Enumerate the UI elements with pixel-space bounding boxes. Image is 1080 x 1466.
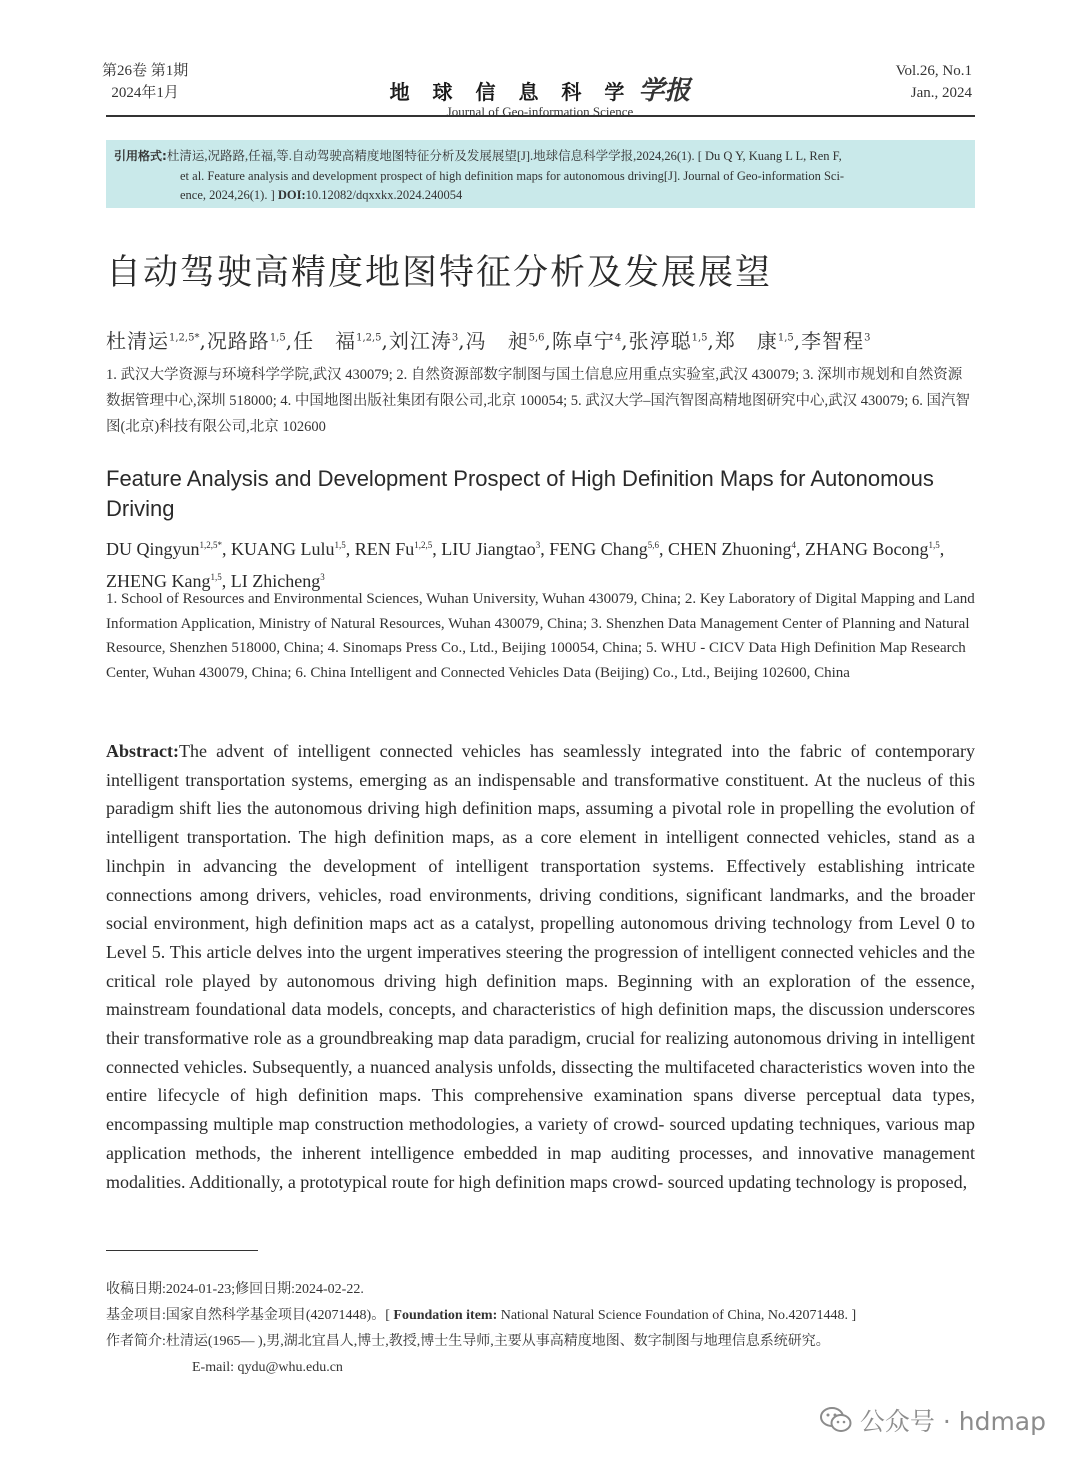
author-affiliation-mark: 1,2,5* (169, 332, 200, 343)
author-cn (106, 329, 199, 353)
author-cn (207, 329, 286, 353)
funding-en: National Natural Science Foundation of China, No.42071448. ] (500, 1308, 857, 1323)
author-en (355, 539, 433, 559)
paper-title-cn: 自动驾驶高精度地图特征分析及发展展望 (106, 253, 773, 293)
author-cn (466, 329, 545, 353)
journal-title-cn (390, 70, 691, 107)
author-cn (715, 329, 794, 353)
author-affiliation-mark: 1,5 (691, 332, 708, 343)
author-affiliation-mark: 5,6 (647, 540, 659, 550)
author-affiliation-mark: 1,2,5* (199, 540, 222, 550)
author-affiliation-mark: 1,2,5 (356, 332, 382, 343)
citation-line-1 (114, 147, 967, 167)
author-en (549, 539, 659, 559)
received-dates: 收稿日期:2024-01-23;修回日期:2024-02-22. (106, 1282, 364, 1297)
abstract (106, 737, 975, 1196)
author-name: 冯 昶 (465, 328, 529, 353)
author-en (668, 539, 796, 559)
author-name: 况路路 (206, 328, 270, 353)
author-name: LIU Jiangtao (441, 539, 536, 559)
doi-label: DOI: (277, 188, 306, 202)
author-name: REN Fu (354, 539, 415, 559)
journal-stamp-logo: 学报 (638, 76, 691, 106)
watermark (820, 1402, 1046, 1438)
paper-title-en: Feature Analysis and Development Prospect of High Definition Maps for Autonomous Driving (106, 466, 934, 521)
author-affiliation-mark: 4 (614, 332, 622, 343)
author-affiliation-mark: 1,2,5 (414, 540, 433, 550)
author-affiliation-mark: 3 (535, 540, 541, 550)
volume-en: Vol.26, No.1 (895, 63, 972, 79)
volume-cn: 第26卷 第1期 (102, 63, 189, 79)
author-email[interactable]: E-mail: qydu@whu.edu.cn (192, 1360, 343, 1375)
author-en (805, 539, 940, 559)
issue-info-en (896, 60, 972, 104)
author-affiliation-mark: 1,5 (269, 332, 286, 343)
affiliations-cn: 1. 武汉大学资源与环境科学学院,武汉 430079; 2. 自然资源部数字制图与国土信息应用重点实验室,武汉 430079; 3. 深圳市规划和自然资源数据管理中心,深圳 518000; 4. 中国地图出版社集团有限公司,北京 100054; 5. 武汉大学–国汽智图高精地图研究中心,武汉 430079; 6. 国汽智图(北京)科技有限公司,北京 102600 (106, 367, 970, 435)
author-name: LI Zhicheng (230, 571, 321, 591)
author-affiliation-mark: 1,5 (928, 540, 940, 550)
author-cn (552, 329, 621, 353)
citation-end: ence, 2024,26(1). ] (180, 188, 275, 202)
citation-line-3 (114, 186, 967, 206)
author-name: 张渟聪 (628, 328, 692, 353)
author-affiliation-mark: 3 (864, 332, 871, 343)
author-affiliation-mark: 1,5 (334, 540, 346, 550)
author-name: ZHANG Bocong (805, 539, 929, 559)
author-cn (293, 329, 381, 353)
citation-label: 引用格式: (114, 149, 167, 163)
author-list-cn: 杜清运$^{1,2,5*}$,况路路$^{1,5}$,任 福$^{1,2,5}$,刘江涛$^3$,冯 昶$^{5,6}$,陈卓宁$^4$,张渟聪$^{1,5}$,郑 康$^{1,5}$,李智程$^3$ (106, 328, 871, 353)
author-affiliation-mark: 5,6 (528, 332, 545, 343)
author-en (231, 539, 346, 559)
author-name: 任 福 (293, 328, 357, 353)
citation-line-2: et al. Feature analysis and development prospect of high definition maps for autonomous driving[J]. Journal of Geo-information Sci- (180, 168, 845, 183)
author-en (441, 539, 540, 559)
footnote (106, 1277, 976, 1381)
abstract-text: The advent of intelligent connected vehicles has seamlessly integrated into the fabric of contemporary intelligent transportation systems, emerging as an indispensable and transformative constituent. At the nucleus of this paradigm shift lies the autonomous driving high definition maps, assuming a pivotal role in propelling the evolution of intelligent transportation. The high definition maps, as a core element in intelligent connected vehicles, stand as a linchpin in advancing the development of intelligent transportation systems. Effectively establishing intricate connections among drivers, vehicles, road environments, driving conditions, significant landmarks, and the broader social environment, high definition maps act as a catalyst, propelling autonomous driving technology from Level 0 to Level 5. This article delves into the urgent imperatives steering the progression of intelligent connected vehicles and the critical role played by autonomous driving high definition maps. Beginning with an exploration of the essence, mainstream foundational data models, concepts, and characteristics of high definition maps, the discussion underscores their transformative role as a groundbreaking map data paradigm, crucial for realizing autonomous driving in intelligent connected vehicles. Subsequently, a nuanced analysis unfolds, dissecting the multifaceted characteristics woven into the entire lifecycle of high definition maps. This comprehensive examination spans diverse perceptual data types, encompassing multiple map construction methodologies, a variety of crowd- sourced updating techniques, various map application methods, the inherent intelligence embedded in map auditing processes, and innovative management modalities. Additionally, a prototypical route for high definition maps crowd- sourced updating technology is proposed, (106, 741, 975, 1192)
date-en: Jan., 2024 (910, 85, 972, 101)
header-divider (106, 115, 975, 117)
funding-label: Foundation item: (393, 1308, 498, 1323)
author-name: 杜清运 (106, 328, 169, 353)
author-bio: 作者简介:杜清运(1965— ),男,湖北宜昌人,博士,教授,博士生导师,主要从事高精度地图、数字制图与地理信息系统研究。 (106, 1334, 830, 1349)
author-cn (801, 329, 870, 353)
author-list-en: DU Qingyun$^{1,2,5*}$, KUANG Lulu$^{1,5}$, REN Fu$^{1,2,5}$, LIU Jiangtao$^3$, FENG Chang$^{5,6}$, CHEN Zhuoning$^4$, ZHANG Bocong$^{1,5}$, ZHENG Kang$^{1,5}$, LI Zhicheng$^3$ (106, 539, 945, 591)
author-name: 刘江涛 (388, 328, 452, 353)
author-name: 李智程 (801, 328, 865, 353)
footnote-divider (106, 1250, 258, 1251)
citation-box (106, 140, 975, 208)
author-cn (389, 329, 458, 353)
journal-name-cn: 地 球 信 息 科 学 (389, 80, 633, 104)
author-cn (629, 329, 708, 353)
watermark-text: 公众号 · hdmap (859, 1407, 1046, 1436)
author-affiliation-mark: 3 (451, 332, 459, 343)
author-affiliation-mark: 3 (320, 572, 325, 582)
date-cn: 2024年1月 (111, 85, 179, 101)
abstract-label: Abstract: (106, 741, 179, 761)
author-name: KUANG Lulu (231, 539, 335, 559)
author-name: 陈卓宁 (551, 328, 615, 353)
author-name: DU Qingyun (106, 539, 200, 559)
author-name: CHEN Zhuoning (668, 539, 792, 559)
author-name: 郑 康 (714, 328, 778, 353)
author-name: FENG Chang (549, 539, 648, 559)
doi-link[interactable]: 10.12082/dqxxkx.2024.240054 (305, 188, 463, 202)
author-affiliation-mark: 4 (791, 540, 796, 550)
author-en (106, 539, 222, 559)
journal-title-en: Journal of Geo-information Science (446, 104, 634, 119)
wechat-icon (820, 1406, 852, 1434)
affiliations-en: 1. School of Resources and Environmental Sciences, Wuhan University, Wuhan 430079, China; 2. Key Laboratory of Digital Mapping and Land Information Application, Ministry of Natural Resources, Wuhan 430079, China; 3. Shenzhen Data Management Center of Planning and Natural Resource, Shenzhen 518000, China; 4. Sinomaps Press Co., Ltd., Beijing 100054, China; 5. WHU - CICV Data High Definition Map Research Center, Wuhan 430079, China; 6. China Intelligent and Connected Vehicles Data (Beijing) Co., Ltd., Beijing 102600, China (106, 591, 975, 681)
author-affiliation-mark: 1,5 (210, 572, 222, 582)
funding (106, 1303, 976, 1329)
funding-cn: 基金项目:国家自然科学基金项目(42071448)。[ (106, 1308, 390, 1323)
citation-text: 杜清运,况路路,任福,等.自动驾驶高精度地图特征分析及发展展望[J].地球信息科学学报,2024,26(1). [ Du Q Y, Kuang L L, Ren F, (166, 149, 842, 163)
author-name: ZHENG Kang (106, 571, 211, 591)
author-affiliation-mark: 1,5 (777, 332, 794, 343)
